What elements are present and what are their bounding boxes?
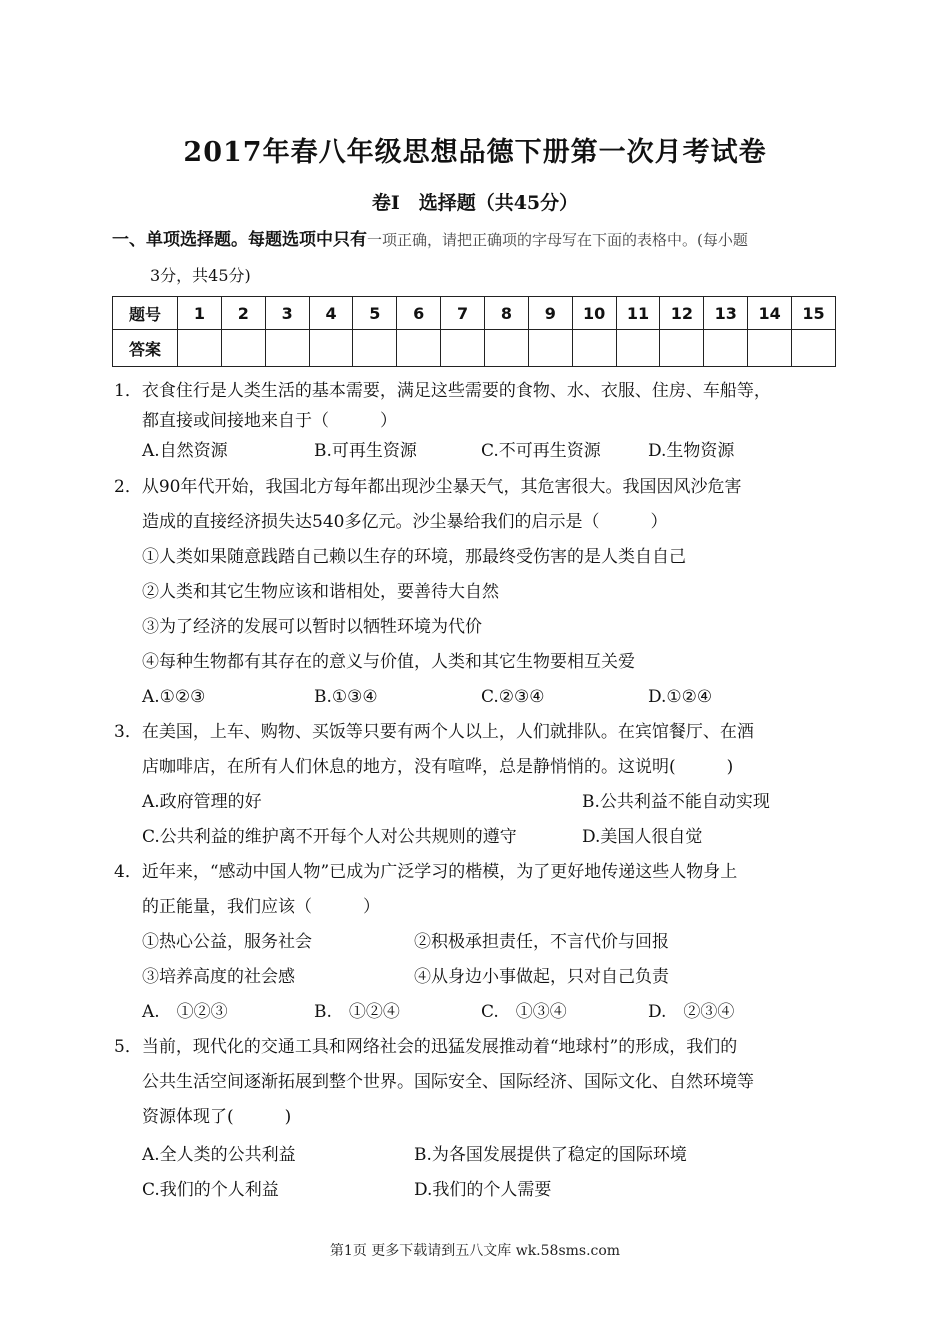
question-1-option-d: D.生物资源 [648,441,735,461]
question-4-statement: ④从身边小事做起，只对自己负责 [414,967,669,987]
question-4-statement: ②积极承担责任，不言代价与回报 [414,932,669,952]
answer-cell [309,330,353,367]
question-1-option-c: C.不可再生资源 [481,441,601,461]
question-3-option-a: A.政府管理的好 [142,792,262,812]
answer-table-row-answers [113,330,836,367]
answer-table-number: 15 [792,297,836,330]
question-4-option-b: B. ①②④ [314,1002,400,1022]
answer-table-number: 13 [704,297,748,330]
question-2-statement: ③为了经济的发展可以暂时以牺牲环境为代价 [142,617,482,637]
answer-cell [441,330,485,367]
question-4-stem-line-1: 4．近年来，“感动中国人物”已成为广泛学习的楷模，为了更好地传递这些人物身上 [114,862,738,882]
answer-cell [704,330,748,367]
instructions-line-2: 3分，共45分) [150,266,251,285]
question-2-option-c: C.②③④ [481,687,545,707]
answer-cell [792,330,836,367]
question-4-option-d: D. ②③④ [648,1002,735,1022]
answer-cell [221,330,265,367]
question-4-statement: ①热心公益，服务社会 [142,932,312,952]
answer-cell [178,330,222,367]
instructions-line-1 [112,230,842,250]
section-subtitle: 卷Ⅰ 选择题（共45分） [371,192,579,214]
question-2-statement: ①人类如果随意践踏自己赖以生存的环境，那最终受伤害的是人类自自己 [142,547,686,567]
question-5-stem-line-1: 5．当前，现代化的交通工具和网络社会的迅猛发展推动着“地球村”的形成，我们的 [114,1037,738,1057]
answer-table-number: 3 [265,297,309,330]
answer-cell [660,330,704,367]
question-5-option-a: A.全人类的公共利益 [142,1145,296,1165]
answer-table [112,296,836,367]
answer-table-number: 14 [748,297,792,330]
answer-cell [528,330,572,367]
answer-cell [616,330,660,367]
question-2-stem-line-1: 2．从90年代开始，我国北方每年都出现沙尘暴天气，其危害很大。我国因风沙危害 [114,477,742,497]
question-4-option-a: A. ①②③ [142,1002,228,1022]
answer-table-label-answer: 答案 [113,330,178,367]
answer-table-number: 11 [616,297,660,330]
question-1-stem-line-1: 1．衣食住行是人类生活的基本需要，满足这些需要的食物、水、衣服、住房、车船等， [114,381,771,401]
question-3-option-b: B.公共利益不能自动实现 [582,792,770,812]
answer-cell [265,330,309,367]
answer-table-row-numbers [113,297,836,330]
question-4-statement: ③培养高度的社会感 [142,967,295,987]
answer-cell [485,330,529,367]
question-1-option-a: A.自然资源 [142,441,228,461]
answer-cell [572,330,616,367]
answer-table-label-number: 题号 [113,297,178,330]
answer-table-number: 5 [353,297,397,330]
answer-table-number: 10 [572,297,616,330]
answer-table-number: 2 [221,297,265,330]
question-3-option-c: C.公共利益的维护离不开每个人对公共规则的遵守 [142,827,517,847]
question-4-option-c: C. ①③④ [481,1002,567,1022]
answer-table-number: 7 [441,297,485,330]
answer-table-number: 6 [397,297,441,330]
question-5-stem-line-3: 资源体现了( ) [142,1107,292,1127]
question-5-option-d: D.我们的个人需要 [414,1180,552,1200]
question-2-option-b: B.①③④ [314,687,378,707]
answer-cell [397,330,441,367]
question-3-stem-line-2: 店咖啡店，在所有人们休息的地方，没有喧哗，总是静悄悄的。这说明( ) [142,757,734,777]
question-3-option-d: D.美国人很自觉 [582,827,703,847]
answer-table-number: 1 [178,297,222,330]
question-5-option-b: B.为各国发展提供了稳定的国际环境 [414,1145,687,1165]
question-2-option-a: A.①②③ [142,687,206,707]
page-footer: 第1页 更多下载请到五八文库 wk.58sms.com [329,1243,621,1259]
question-1-option-b: B.可再生资源 [314,441,417,461]
question-2-option-d: D.①②④ [648,687,713,707]
answer-table-number: 9 [528,297,572,330]
question-2-stem-line-2: 造成的直接经济损失达540多亿元。沙尘暴给我们的启示是（ ） [142,512,668,532]
question-2-statement: ④每种生物都有其存在的意义与价值，人类和其它生物要相互关爱 [142,652,635,672]
answer-table-number: 8 [485,297,529,330]
question-3-stem-line-1: 3．在美国，上车、购物、买饭等只要有两个人以上，人们就排队。在宾馆餐厅、在酒 [114,722,754,742]
answer-cell [353,330,397,367]
answer-cell [748,330,792,367]
answer-table-number: 4 [309,297,353,330]
question-1-stem-line-2: 都直接或间接地来自于（ ） [142,411,397,431]
instructions-light: 一项正确，请把正确项的字母写在下面的表格中。(每小题 [367,231,748,249]
question-2-statement: ②人类和其它生物应该和谐相处，要善待大自然 [142,582,499,602]
question-4-stem-line-2: 的正能量，我们应该（ ） [142,897,380,917]
question-5-option-c: C.我们的个人利益 [142,1180,279,1200]
page-title: 2017年春八年级思想品德下册第一次月考试卷 [183,137,767,168]
answer-table-number: 12 [660,297,704,330]
instructions-bold: 一、单项选择题。每题选项中只有 [112,230,367,250]
question-5-stem-line-2: 公共生活空间逐渐拓展到整个世界。国际安全、国际经济、国际文化、自然环境等 [142,1072,754,1092]
